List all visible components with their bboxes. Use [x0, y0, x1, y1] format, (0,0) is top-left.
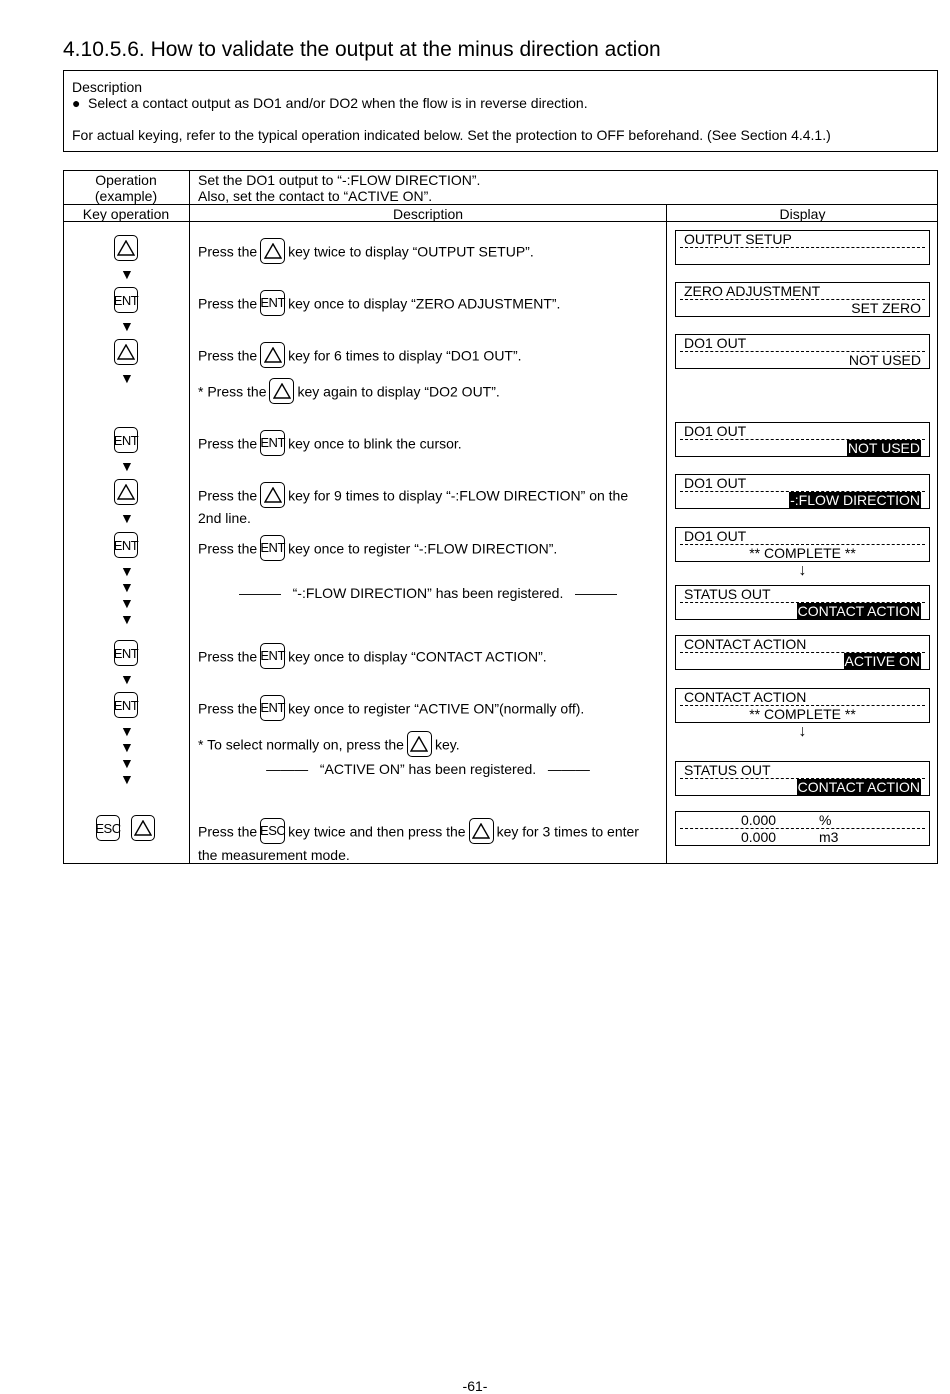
table-divider	[63, 204, 938, 205]
up-key-icon	[260, 482, 285, 508]
ent-key-label: ENT	[260, 435, 285, 450]
up-key-icon	[260, 342, 285, 368]
step-arrow-icon: ▼	[120, 266, 134, 282]
lcd-display	[675, 422, 930, 457]
up-key-icon	[407, 731, 432, 757]
display-line-1: STATUS OUT	[684, 586, 771, 602]
display-line-1: OUTPUT SETUP	[684, 231, 792, 247]
step-text: key for 3 times to enter	[496, 823, 639, 840]
up-key-icon	[260, 238, 285, 264]
step-arrow-icon: ▼	[120, 739, 134, 755]
ent-key-icon	[114, 692, 138, 718]
display-line-1: CONTACT ACTION	[684, 636, 807, 652]
step-text: Press the	[198, 540, 258, 557]
registered-note: ——— “-:FLOW DIRECTION” has been registered. ———	[238, 585, 618, 601]
ent-key-label: ENT	[113, 432, 139, 448]
step-arrow-icon: ▼	[120, 611, 134, 627]
step-description	[198, 432, 462, 458]
description-note: For actual keying, refer to the typical operation indicated below. Set the protection to OFF beforehand. (See Section 4.4.1.)	[72, 127, 831, 143]
column-header-display: Display	[779, 206, 826, 222]
lcd-display	[675, 230, 930, 265]
step-note	[198, 380, 500, 406]
display-cursor-text: ACTIVE ON	[844, 653, 920, 669]
step-text: key for 6 times to display “DO1 OUT”.	[288, 347, 522, 364]
measurement-unit: %	[819, 812, 832, 828]
step-text: key for 9 times to display “-:FLOW DIRECTION” on the	[288, 487, 629, 504]
step-text: Press the	[198, 487, 258, 504]
bullet-icon: ●	[72, 95, 81, 111]
display-divider	[680, 828, 925, 829]
display-line-1: DO1 OUT	[684, 475, 747, 491]
lcd-display	[675, 761, 930, 796]
up-key-icon	[114, 339, 138, 365]
ent-key-icon	[114, 532, 138, 558]
step-arrow-icon: ▼	[120, 370, 134, 386]
table-divider	[189, 170, 190, 864]
step-arrow-icon: ▼	[120, 579, 134, 595]
step-text: key once to display “CONTACT ACTION”.	[288, 648, 547, 665]
ent-key-icon	[260, 695, 285, 721]
step-text: key twice to display “OUTPUT SETUP”.	[288, 243, 534, 260]
step-text: key twice and then press the	[288, 823, 466, 840]
display-cursor-text: NOT USED	[847, 440, 920, 456]
ent-key-label: ENT	[113, 697, 139, 713]
display-cursor-text: CONTACT ACTION	[797, 603, 920, 619]
page-number: -61-	[462, 1378, 488, 1394]
step-text: 2nd line.	[198, 510, 251, 526]
operation-label: Operation	[95, 172, 157, 188]
column-header-key: Key operation	[82, 206, 170, 222]
display-line-1: CONTACT ACTION	[684, 689, 807, 705]
display-line-2	[847, 440, 921, 456]
table-divider	[666, 204, 667, 864]
lcd-display-measurement	[675, 811, 930, 846]
description-heading: Description	[72, 79, 143, 95]
display-line-2	[797, 779, 921, 795]
step-arrow-icon: ▼	[120, 510, 134, 526]
display-line-2: NOT USED	[848, 352, 921, 368]
esc-key-label: ESC	[260, 823, 286, 838]
display-line-1: DO1 OUT	[684, 528, 747, 544]
measurement-unit: m3	[819, 829, 839, 845]
display-line-2: ** COMPLETE **	[749, 545, 856, 561]
up-key-icon	[269, 378, 294, 404]
esc-key-label: ESC	[95, 820, 121, 836]
step-description	[198, 645, 547, 671]
step-text: * Press the	[198, 383, 267, 400]
operation-text: Also, set the contact to “ACTIVE ON”.	[198, 188, 433, 204]
step-text: Press the	[198, 243, 258, 260]
step-arrow-icon: ▼	[120, 595, 134, 611]
step-text: key once to register “ACTIVE ON”(normally off).	[288, 700, 585, 717]
ent-key-label: ENT	[260, 295, 285, 310]
step-text: Press the	[198, 700, 258, 717]
step-text: Press the	[198, 823, 258, 840]
display-line-2	[844, 653, 921, 669]
lcd-display	[675, 635, 930, 670]
ent-key-label: ENT	[260, 540, 285, 555]
ent-key-icon	[260, 643, 285, 669]
description-bullet: Select a contact output as DO1 and/or DO2 when the flow is in reverse direction.	[88, 95, 588, 111]
down-arrow-icon: ↓	[798, 723, 807, 740]
display-line-2: SET ZERO	[851, 300, 921, 316]
up-key-icon	[131, 815, 155, 841]
up-key-icon	[114, 235, 138, 261]
display-cursor-text: -:FLOW DIRECTION	[790, 492, 920, 508]
operation-label: (example)	[94, 188, 158, 204]
step-text: Press the	[198, 347, 258, 364]
page-title: 4.10.5.6. How to validate the output at the minus direction action	[63, 38, 661, 61]
operation-table	[63, 170, 938, 864]
esc-key-icon	[260, 818, 285, 844]
step-text: key once to display “ZERO ADJUSTMENT”.	[288, 295, 561, 312]
step-text: the measurement mode.	[198, 847, 350, 863]
step-description	[198, 537, 557, 563]
step-arrow-icon: ▼	[120, 723, 134, 739]
up-key-icon	[114, 479, 138, 505]
step-description	[198, 292, 560, 318]
ent-key-icon	[260, 290, 285, 316]
ent-key-icon	[260, 535, 285, 561]
display-line-2	[797, 603, 921, 619]
step-arrow-icon: ▼	[120, 755, 134, 771]
ent-key-icon	[114, 287, 138, 313]
step-text: Press the	[198, 435, 258, 452]
step-arrow-icon: ▼	[120, 563, 134, 579]
step-note	[198, 733, 460, 759]
display-line-2: ** COMPLETE **	[749, 706, 856, 722]
step-arrow-icon: ▼	[120, 671, 134, 687]
lcd-display	[675, 527, 930, 562]
down-arrow-icon: ↓	[798, 562, 807, 579]
esc-key-icon	[96, 815, 120, 841]
ent-key-label: ENT	[113, 292, 139, 308]
step-arrow-icon: ▼	[120, 771, 134, 787]
ent-key-label: ENT	[260, 700, 285, 715]
step-description	[198, 484, 628, 510]
step-description	[198, 820, 639, 846]
lcd-display	[675, 585, 930, 620]
display-line-1: DO1 OUT	[684, 423, 747, 439]
display-line-1: DO1 OUT	[684, 335, 747, 351]
registered-note: ——— “ACTIVE ON” has been registered. ———	[266, 761, 590, 777]
lcd-display	[675, 688, 930, 723]
ent-key-icon	[114, 640, 138, 666]
step-arrow-icon: ▼	[120, 458, 134, 474]
display-line-1: STATUS OUT	[684, 762, 771, 778]
display-divider	[680, 247, 925, 248]
lcd-display	[675, 334, 930, 369]
ent-key-label: ENT	[113, 645, 139, 661]
ent-key-icon	[260, 430, 285, 456]
ent-key-label: ENT	[113, 537, 139, 553]
step-arrow-icon: ▼	[120, 318, 134, 334]
step-text: Press the	[198, 295, 258, 312]
ent-key-label: ENT	[260, 648, 285, 663]
step-text: key.	[434, 736, 460, 753]
column-header-description: Description	[392, 206, 464, 222]
lcd-display	[675, 282, 930, 317]
step-text: * To select normally on, press the	[198, 736, 404, 753]
operation-text: Set the DO1 output to “-:FLOW DIRECTION”.	[198, 172, 481, 188]
step-description	[198, 344, 522, 370]
step-text: Press the	[198, 648, 258, 665]
step-text: key once to blink the cursor.	[288, 435, 462, 452]
lcd-display	[675, 474, 930, 509]
step-description	[198, 240, 534, 266]
ent-key-icon	[114, 427, 138, 453]
step-description	[198, 697, 584, 723]
step-text: key once to register “-:FLOW DIRECTION”.	[288, 540, 558, 557]
display-line-2	[789, 492, 921, 508]
up-key-icon	[469, 818, 494, 844]
display-line-1: ZERO ADJUSTMENT	[684, 283, 821, 299]
measurement-value: 0.000	[741, 829, 777, 845]
display-cursor-text: CONTACT ACTION	[797, 779, 920, 795]
measurement-value: 0.000	[741, 812, 777, 828]
step-text: key again to display “DO2 OUT”.	[297, 383, 500, 400]
